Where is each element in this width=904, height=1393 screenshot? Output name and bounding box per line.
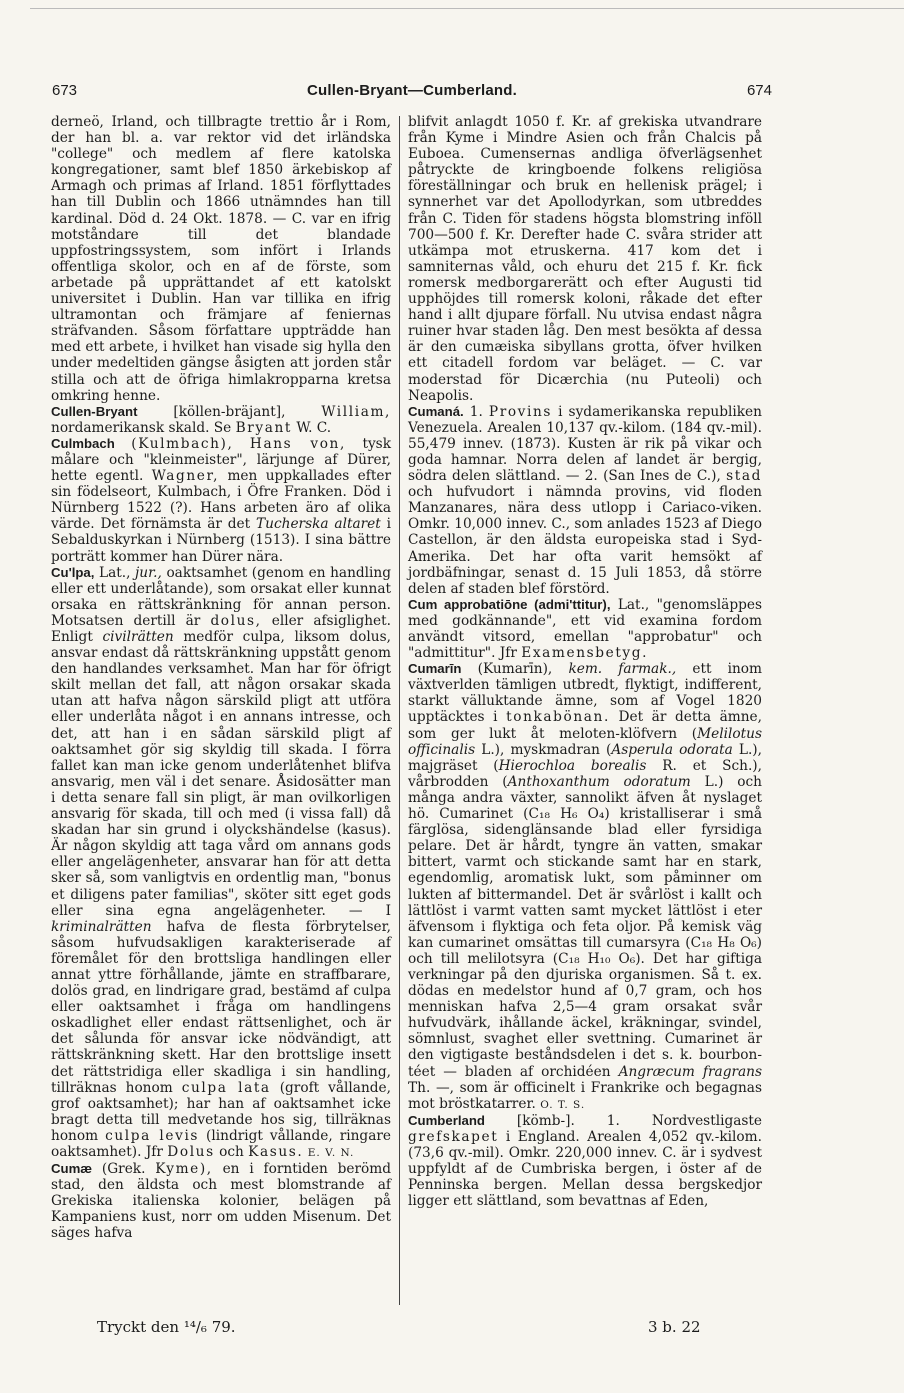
author-signature: E. V. N.: [307, 1147, 355, 1159]
entry-cullen-continuation: derneö, Irland, och tillbragte trettio år i Rom, der han bl. a. var rektor vid det irländska "college" och medlem af flere katolska kongregationer, samt blef 1850 ärkebiskop af Armagh och primas af Irland. 1851 förflyttades han till Dublin och 1866 utnämndes han till kardinal. Död d. 24 Okt. 1878. — C. var en ifrig motståndare till det blandade uppfostringssystem, som infört i Irlands offentliga skolor, och en af de förste, som arbetade på upprättandet af ett katolskt universitet i Dublin. Han var tillika en ifrig ultramontan och främjare af feniernas sträfvanden. Såsom författare uppträdde han med ett arbete, i hvilket han visade sig hylla den under medeltiden gängse åsigten att jorden står stilla och att de öfriga himlakropparna kretsa omkring henne.: [51, 114, 391, 404]
entry-cumberland: Cumberland [kömb-]. 1. Nordvestligaste grefskapet i England. Arealen 4,052 qv.-kilom. (73,6 qv.-mil). Omkr. 220,000 innev. C. är i sydvest uppfyldt af de Cumbriska bergen, i öster af de Penninska bergen. Mellan dessa bergskedjor ligger ett slättland, som bevattnas af Eden,: [408, 1112, 762, 1210]
cross-reference: Dolus: [167, 1144, 215, 1160]
cross-reference: Bryant: [235, 419, 293, 436]
top-rule: [30, 8, 904, 9]
headword: Cumarīn: [408, 661, 462, 677]
headword: Cu'lpa,: [51, 564, 95, 580]
headword: Culmbach: [51, 435, 115, 451]
entry-cumarin: Cumarīn (Kumarīn), kem. farmak., ett inom växtverlden tämligen utbredt, flyktigt, indifferent, starkt välluktande ämne, som af Vogel 1820 upptäcktes i tonkabönan. Det är detta ämne, som ger lukt åt meloten-klöfvern (Melilotus officinalis L.), myskmadran (Asperula odorata L.), majgräset (Hierochloa borealis R. et Sch.), vårbrodden (Anthoxanthum odoratum L.) och många andra växter, sannolikt äfven åt nyslaget hö. Cumarinet (C₁₈ H₆ O₄) kristalliserar i små färglösa, sidenglänsande blad eller fyrsidiga pelare. Det är hårdt, tyngre än vatten, smakar bittert, varmt och stickande samt har en stark, egendomlig, aromatisk lukt, som påminner om lukten af bittermandel. Det är svårlöst i kallt och lättlöst i varmt vatten samt mycket lättlöst i eter äfvensom i flyktiga och feta oljor. På kemisk väg kan cumarinet omsättas till cumarsyra (C₁₈ H₈ O₆) och till melilotsyra (C₁₈ H₁₀ O₆). Det har giftiga verkningar på den djuriska organismen. Så t. ex. dödas en medelstor hund af 0,7 gram, och hos menniskan hafva 2,5—4 gram orsakat svår hufvudvärk, ihållande äckel, kräkningar, svindel, sömnlust, svaghet eller svettning. Cumarinet är den vigtigaste beståndsdelen i det s. k. bourbon-téet — bladen af orchidéen Angræcum fragrans Th. —, som är officinelt i Frankrike och begagnas mot bröstkatarrer. O. T. S.: [408, 661, 762, 1112]
left-column: [51, 114, 391, 1242]
page-number-right: 674: [746, 82, 772, 99]
cross-reference: Kasus.: [248, 1144, 304, 1160]
author-signature: O. T. S.: [540, 1098, 586, 1111]
entry-culpa: Cu'lpa, Lat., jur., oaktsamhet (genom en handling eller ett underlåtande), som orsakat eller kunnat orsaka en rättskränkning för annan person. Motsatsen dertill är dolus, eller afsiglighet. Enligt civilrätten medför culpa, liksom dolus, ansvar endast då rättskränkning uppstått genom den handlandes verksamhet. Man har för öfrigt skilt mellan det fall, att någon orsakar skada utan att hafva någon särskild pligt att utföra eller underlåta något i en annans intresse, och det, att han i en sådan särskild pligt af oaktsamhet gör sig skyldig till skada. I förra fallet kan man icke genom underlåtenhet blifva ansvarig, men väl i det senare. Åsidosätter man i detta senare fall sin pligt, är man ovilkorligen ansvarig för skada, till och med (i vissa fall) då skadan har sin grund i olyckshändelse (kasus). Är någon skyldig att taga vård om annans gods eller angelägenheter, ansvarar han för att detta sker så, som vanligtvis en ordentlig man, "bonus et diligens pater familias", sköter sitt eget gods eller sina egna angelägenheter. — I kriminalrätten hafva de flesta förbrytelser, såsom hufvudsakligen karakteriserade af föremålet för den brottsliga handlingen eller annat yttre förhållande, jämte en straffbarare, dolös grad, en lindrigare grad, bestämd af culpa eller oaktsamhet i fråga om handlingens oskadlighet eller endast rättsenlighet, och är det sålunda för ansvar icke nödvändigt, att rättskränkning skett. Har den brottslige insett det rättstridiga eller skadliga i sin handling, tillräknas honom culpa lata (groft vållande, grof oaktsamhet); har han af oaktsamhet icke bragt detta till medvetande hos sig, tillräknas honom culpa levis (lindrigt vållande, ringare oaktsamhet). Jfr Dolus och Kasus. E. V. N.: [51, 564, 392, 1160]
column-divider: [399, 116, 400, 1305]
headword: Cumberland: [408, 1112, 485, 1128]
cross-reference: Examensbetyg.: [521, 645, 649, 662]
headword: Cumæ: [51, 1161, 93, 1177]
page-number-left: 673: [52, 82, 78, 99]
entry-culmbach: Culmbach (Kulmbach), Hans von, tysk målare och "kleinmeister", lärjunge af Dürer, hette egentl. Wagner, men uppkallades efter sin födelseort, Kulmbach, i Öfre Franken. Död i Nürnberg 1522 (?). Hans arbeten äro af olika värde. Det förnämsta är det Tucherska altaret i Sebalduskyrkan i Nürnberg (1513). I sina bättre porträtt kommer han Dürer nära.: [51, 435, 391, 565]
headword: Cumaná.: [408, 403, 464, 419]
headword: Cullen-Bryant: [51, 403, 138, 419]
headword: Cum approbatiōne (admi'ttitur),: [408, 596, 611, 612]
page-header: [52, 82, 772, 104]
print-date: Tryckt den ¹⁴/₆ 79.: [97, 1318, 236, 1336]
entry-cumana: Cumaná. 1. Provins i sydamerikanska republiken Venezuela. Arealen 10,137 qv.-kilom. (184 qv.-mil). 55,479 innev. (1873). Kusten är rik på vikar och goda hamnar. Norra delen af landet är bergig, södra delen slättland. — 2. (San Ines de C.), stad och hufvudort i nämnda provins, vid floden Manzanares, nära dess utlopp i Cariaco-viken. Omkr. 10,000 innev. C., som anlades 1523 af Diego Castellon, är den äldsta europeiska stad i Syd-Amerika. Det har ofta varit hemsökt af jordbäfningar, senast d. 15 Juli 1853, då större delen af staden blef förstörd.: [408, 403, 762, 597]
signature-mark: 3 b. 22: [648, 1318, 701, 1336]
running-title: Cullen-Bryant—Cumberland.: [306, 82, 518, 99]
entry-cumae-continuation: blifvit anlagdt 1050 f. Kr. af grekiska utvandrare från Kyme i Mindre Asien och från Chalcis på Euboea. Cumensernas andliga öfverlägsenhet påtryckte de kringboende folkens religiösa föreställningar och bruk en hellenisk prägel; i synnerhet var det Apollodyrkan, som utbreddes från C. Tiden för stadens högsta blomstring inföll 700—500 f. Kr. Derefter hade C. svåra strider att utkämpa mot etruskerna. 417 kom det i samniternas våld, och ehuru det 215 f. Kr. fick romersk medborgarerätt och efter Augusti tid upphöjdes till romersk koloni, råkade det efter hand i allt djupare förfall. Nu utvisa endast några ruiner hvar staden låg. Den mest besökta af dessa är den cumæiska sibyllans grotta, öfver hvilken ett citadell fordom var beläget. — C. var moderstad för Dicærchia (nu Puteoli) och Neapolis.: [408, 114, 762, 404]
entry-cum-approbatione: Cum approbatiōne (admi'ttitur), Lat., "genomsläppes med godkännande", ett vid examina fordom användt vitsord, emellan "approbatur" och "admittitur". Jfr Examensbetyg.: [408, 596, 762, 662]
entry-cumae: Cumæ (Grek. Kyme), en i forntiden berömd stad, den äldsta och mest blomstrande af Grekiska italienska kolonier, belägen på Kampaniens kust, norr om udden Misenum. Det säges hafva: [51, 1161, 391, 1242]
entry-cullen-bryant: Cullen-Bryant [köllen-bräjant], William, nordamerikansk skald. Se Bryant W. C.: [51, 403, 391, 436]
right-column: [408, 114, 762, 1209]
